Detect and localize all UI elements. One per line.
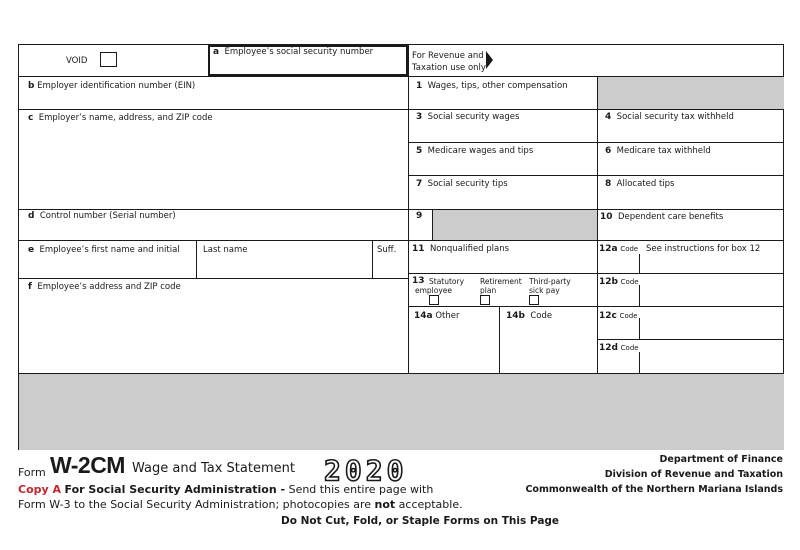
box-13-retirement-2: plan (480, 286, 497, 295)
statutory-employee-checkbox[interactable] (429, 295, 439, 305)
box-12a-instructions: See instructions for box 12 (646, 244, 761, 254)
box-13-statutory-2: employee (415, 286, 453, 295)
division-revenue: Division of Revenue and Taxation (604, 469, 783, 480)
box-2-shaded (598, 76, 784, 109)
box-d-label: d Control number (Serial number) (28, 211, 176, 221)
box-12d-label: 12d Code (599, 343, 639, 353)
form-id: W-2CM (50, 452, 125, 478)
box-13-num: 13 (412, 276, 425, 286)
box-6-label: 6 Medicare tax withheld (605, 146, 711, 156)
form-title: Wage and Tax Statement (132, 461, 295, 476)
bottom-shaded-area (19, 373, 784, 450)
box-e-last-name: Last name (203, 245, 248, 255)
box-e-label: e Employee’s first name and initial (28, 245, 180, 255)
box-12a-label: 12a Code (599, 244, 639, 254)
box-8-label: 8 Allocated tips (605, 179, 675, 189)
box-9-label: 9 (416, 211, 423, 221)
box-c-label: c Employer’s name, address, and ZIP code (28, 113, 213, 123)
box-4-label: 4 Social security tax withheld (605, 112, 734, 122)
box-11-label: 11 Nonqualified plans (412, 244, 510, 254)
box-12c-label: 12c Code (599, 311, 638, 321)
copy-a-line1 (18, 483, 433, 496)
do-not-cut-warning: Do Not Cut, Fold, or Staple Forms on This Page (281, 515, 560, 527)
third-party-sick-pay-checkbox[interactable] (529, 295, 539, 305)
box-5-label: 5 Medicare wages and tips (416, 146, 534, 156)
box-f-label: f Employee’s address and ZIP code (28, 282, 181, 292)
box-14a-label: 14a Other (414, 311, 460, 321)
copy-a-line2: Form W-3 to the Social Security Administration; photocopies are not acceptable. (18, 498, 463, 511)
box-10-label: 10 Dependent care benefits (600, 212, 724, 222)
box-13-thirdparty-2: sick pay (529, 286, 560, 295)
copy-a-for: For Social Security Administration - (64, 483, 286, 496)
box-13-retirement-1: Retirement (480, 277, 522, 286)
box-13-thirdparty-1: Third-party (529, 277, 571, 286)
retirement-plan-checkbox[interactable] (480, 295, 490, 305)
dept-finance: Department of Finance (659, 454, 783, 465)
copy-a-label: Copy A (18, 483, 62, 496)
void-checkbox[interactable] (100, 52, 117, 67)
box-7-label: 7 Social security tips (416, 179, 508, 189)
w2cm-form (18, 44, 784, 450)
box-3-label: 3 Social security wages (416, 112, 520, 122)
revenue-use-line1: For Revenue and (412, 51, 484, 61)
revenue-use-line2: Taxation use only (412, 63, 486, 73)
form-year: 2020 (324, 454, 408, 487)
box-e-suffix: Suff. (377, 245, 397, 255)
box-14b-label: 14b Code (506, 311, 553, 321)
box-a-label: a Employee’s social security number (213, 47, 374, 57)
copy-a-text1: Send this entire page with (285, 483, 434, 496)
commonwealth: Commonwealth of the Northern Mariana Islands (525, 484, 783, 495)
void-label: VOID (66, 56, 88, 66)
box-12b-label: 12b Code (599, 277, 639, 287)
box-9-shaded (432, 209, 598, 240)
form-word: Form (18, 466, 46, 479)
box-13-statutory-1: Statutory (429, 277, 465, 286)
arrow-right-icon (486, 51, 493, 69)
box-b-label: b Employer identification number (EIN) (28, 81, 196, 91)
box-1-label: 1 Wages, tips, other compensation (416, 81, 568, 91)
